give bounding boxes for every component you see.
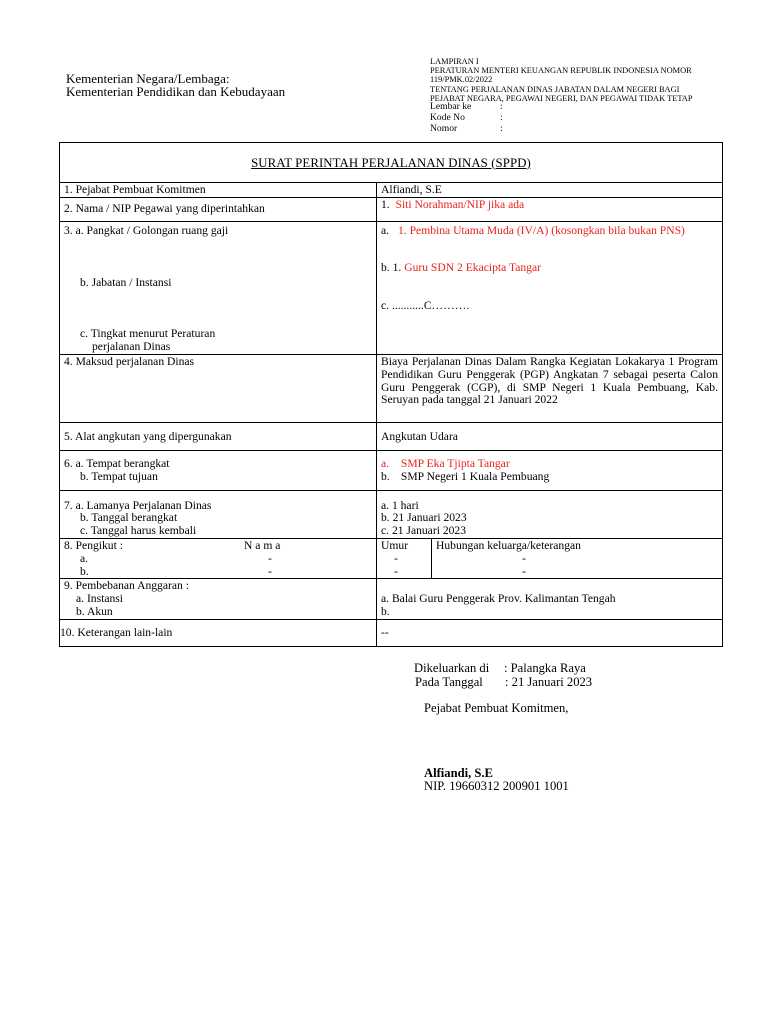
row-value: SMP Eka Tjipta Tangar — [400, 457, 510, 471]
ministry-name: Kementerian Pendidikan dan Kebudayaan — [66, 84, 286, 99]
meta-label: Nomor — [430, 123, 458, 134]
issue-date-row — [414, 675, 592, 689]
row-value: -- — [377, 619, 723, 646]
row-label: 2. Nama / NIP Pegawai yang diperintahkan — [60, 197, 377, 221]
row-value-prefix: a. — [381, 457, 390, 471]
row-label-cell — [60, 579, 377, 619]
row-lamanya — [60, 490, 723, 538]
row-value: 1. Pembina Utama Muda (IV/A) (kosongkan bila bukan PNS) — [398, 223, 685, 237]
issue-place-value: : Palangka Raya — [504, 661, 586, 675]
row-value-cell — [377, 197, 723, 221]
row-value-cell — [377, 579, 723, 619]
pengikut-nama: - — [268, 564, 272, 578]
row-label-cell — [60, 490, 377, 538]
row-value-prefix: a. — [381, 223, 390, 237]
nama-header: N a m a — [244, 538, 281, 552]
hubungan-header: Hubungan keluarga/keterangan — [436, 538, 581, 552]
row-value: a. 1 hari — [381, 498, 419, 512]
pengikut-nama: - — [268, 551, 272, 565]
row-label: c. Tanggal harus kembali — [80, 524, 197, 538]
value-tujuan — [381, 471, 718, 484]
row-label: 5. Alat angkutan yang dipergunakan — [60, 422, 377, 450]
issue-place-label: Dikeluarkan di — [414, 661, 490, 675]
row-pembebanan — [60, 579, 723, 619]
sppd-form-table — [59, 142, 723, 647]
issue-block — [414, 661, 592, 689]
row-label: 6. a. Tempat berangkat — [64, 457, 170, 471]
issue-date-value: : 21 Januari 2023 — [505, 675, 593, 690]
row-value: Alfiandi, S.E — [377, 183, 723, 198]
lampiran-line: 119/PMK.02/2022 — [430, 75, 493, 85]
row-value: SMP Negeri 1 Kuala Pembuang — [400, 469, 550, 483]
row-label: perjalanan Dinas — [92, 340, 171, 354]
value-jabatan — [381, 262, 718, 275]
signer-nip: NIP. 19660312 200901 1001 — [424, 779, 569, 793]
pengikut-letter: a. — [80, 551, 89, 565]
umur-value: - — [394, 551, 398, 565]
row-value: a. Balai Guru Penggerak Prov. Kalimantan Tengah — [381, 592, 616, 606]
row-pejabat — [60, 183, 723, 198]
value-pangkat — [381, 225, 718, 238]
lampiran-line: TENTANG PERJALANAN DINAS JABATAN DALAM NEGERI BAGI — [430, 84, 680, 94]
row-label: 7. a. Lamanya Perjalanan Dinas — [64, 498, 212, 512]
row-tempat — [60, 450, 723, 490]
row-label: c. Tingkat menurut Peraturan — [80, 327, 216, 341]
row-value-prefix: 1. — [381, 197, 390, 211]
umur-value: - — [394, 564, 398, 578]
row-keterangan — [60, 619, 723, 646]
row-value: Biaya Perjalanan Dinas Dalam Rangka Kegiatan Lokakarya 1 Program Pendidikan Guru Penggerak (PGP) Angkatan 7 sebagai peserta Calon Guru Penggerak (CGP), di SMP Negeri 1 Kuala Pembuang, Kab. Seruyan pada tanggal 21 Januari 2022 — [377, 354, 723, 422]
row-alat-angkutan — [60, 422, 723, 450]
meta-row-kode — [430, 112, 503, 123]
row-label-cell — [60, 450, 377, 490]
signer-title: Pejabat Pembuat Komitmen, — [424, 701, 569, 715]
meta-label: Lembar ke — [430, 101, 472, 112]
hubungan-value: - — [522, 551, 526, 565]
row-value: Guru SDN 2 Ekacipta Tangar — [404, 260, 541, 274]
row-label: 10. Keterangan lain-lain — [60, 619, 377, 646]
row-label: 8. Pengikut : — [64, 538, 123, 552]
row-value-prefix: b. — [381, 469, 390, 483]
row-label-cell — [60, 221, 377, 354]
row-label: b. Tanggal berangkat — [80, 511, 178, 525]
pengikut-row — [64, 553, 372, 566]
lampiran-block — [430, 57, 692, 103]
row-value-prefix: b. 1. — [381, 260, 402, 274]
ministry-label: Kementerian Negara/Lembaga: — [66, 71, 230, 86]
meta-label: Kode No — [430, 112, 465, 123]
row-label: 9. Pembebanan Anggaran : — [64, 579, 189, 593]
row-value: c. 21 Januari 2023 — [381, 524, 467, 538]
ministry-block — [66, 72, 285, 98]
meta-sep: : — [500, 112, 503, 123]
pengikut-letter: b. — [80, 564, 89, 578]
form-title-row — [60, 143, 723, 183]
row-label: 4. Maksud perjalanan Dinas — [60, 354, 377, 422]
row-value-cell — [377, 221, 723, 354]
meta-row-lembar — [430, 101, 503, 112]
meta-row-nomor — [430, 123, 503, 134]
form-title: SURAT PERINTAH PERJALANAN DINAS (SPPD) — [60, 143, 723, 183]
row-pangkat-jabatan — [60, 221, 723, 354]
pengikut-row — [64, 566, 372, 579]
umur-header: Umur — [381, 538, 409, 552]
umur-cell — [377, 538, 432, 578]
row-value: Angkutan Udara — [377, 422, 723, 450]
row-value-cell — [377, 490, 723, 538]
row-label-cell — [60, 538, 377, 578]
row-label: 3. a. Pangkat / Golongan ruang gaji — [64, 223, 229, 237]
value-tingkat: c. ...........C………. — [381, 299, 470, 313]
issue-place-row — [414, 661, 592, 675]
row-pengikut — [60, 538, 723, 578]
issue-date-label: Pada Tanggal — [415, 675, 483, 690]
row-label: b. Tempat tujuan — [80, 469, 158, 483]
document-meta — [430, 101, 503, 134]
meta-sep: : — [500, 101, 503, 112]
lampiran-line: PEJABAT NEGARA, PEGAWAI NEGERI, DAN PEGAWAI TIDAK TETAP — [430, 93, 693, 103]
pengikut-header — [64, 540, 372, 553]
hubungan-cell — [432, 538, 723, 578]
row-value-cell — [377, 450, 723, 490]
row-maksud — [60, 354, 723, 422]
row-nama-nip — [60, 197, 723, 221]
row-value: Siti Norahman/NIP jika ada — [395, 197, 525, 211]
meta-sep: : — [500, 123, 503, 134]
lampiran-line: LAMPIRAN I — [430, 57, 479, 66]
row-label: 1. Pejabat Pembuat Komitmen — [60, 183, 377, 198]
hubungan-value: - — [522, 564, 526, 578]
signer-name: Alfiandi, S.E — [424, 766, 493, 780]
row-label: b. Jabatan / Instansi — [80, 275, 172, 289]
lampiran-line: PERATURAN MENTERI KEUANGAN REPUBLIK INDONESIA NOMOR — [430, 66, 692, 76]
row-label: a. Instansi — [76, 592, 124, 606]
row-label: b. Akun — [76, 604, 113, 618]
row-value: b. — [381, 604, 390, 618]
row-value: b. 21 Januari 2023 — [381, 511, 467, 525]
